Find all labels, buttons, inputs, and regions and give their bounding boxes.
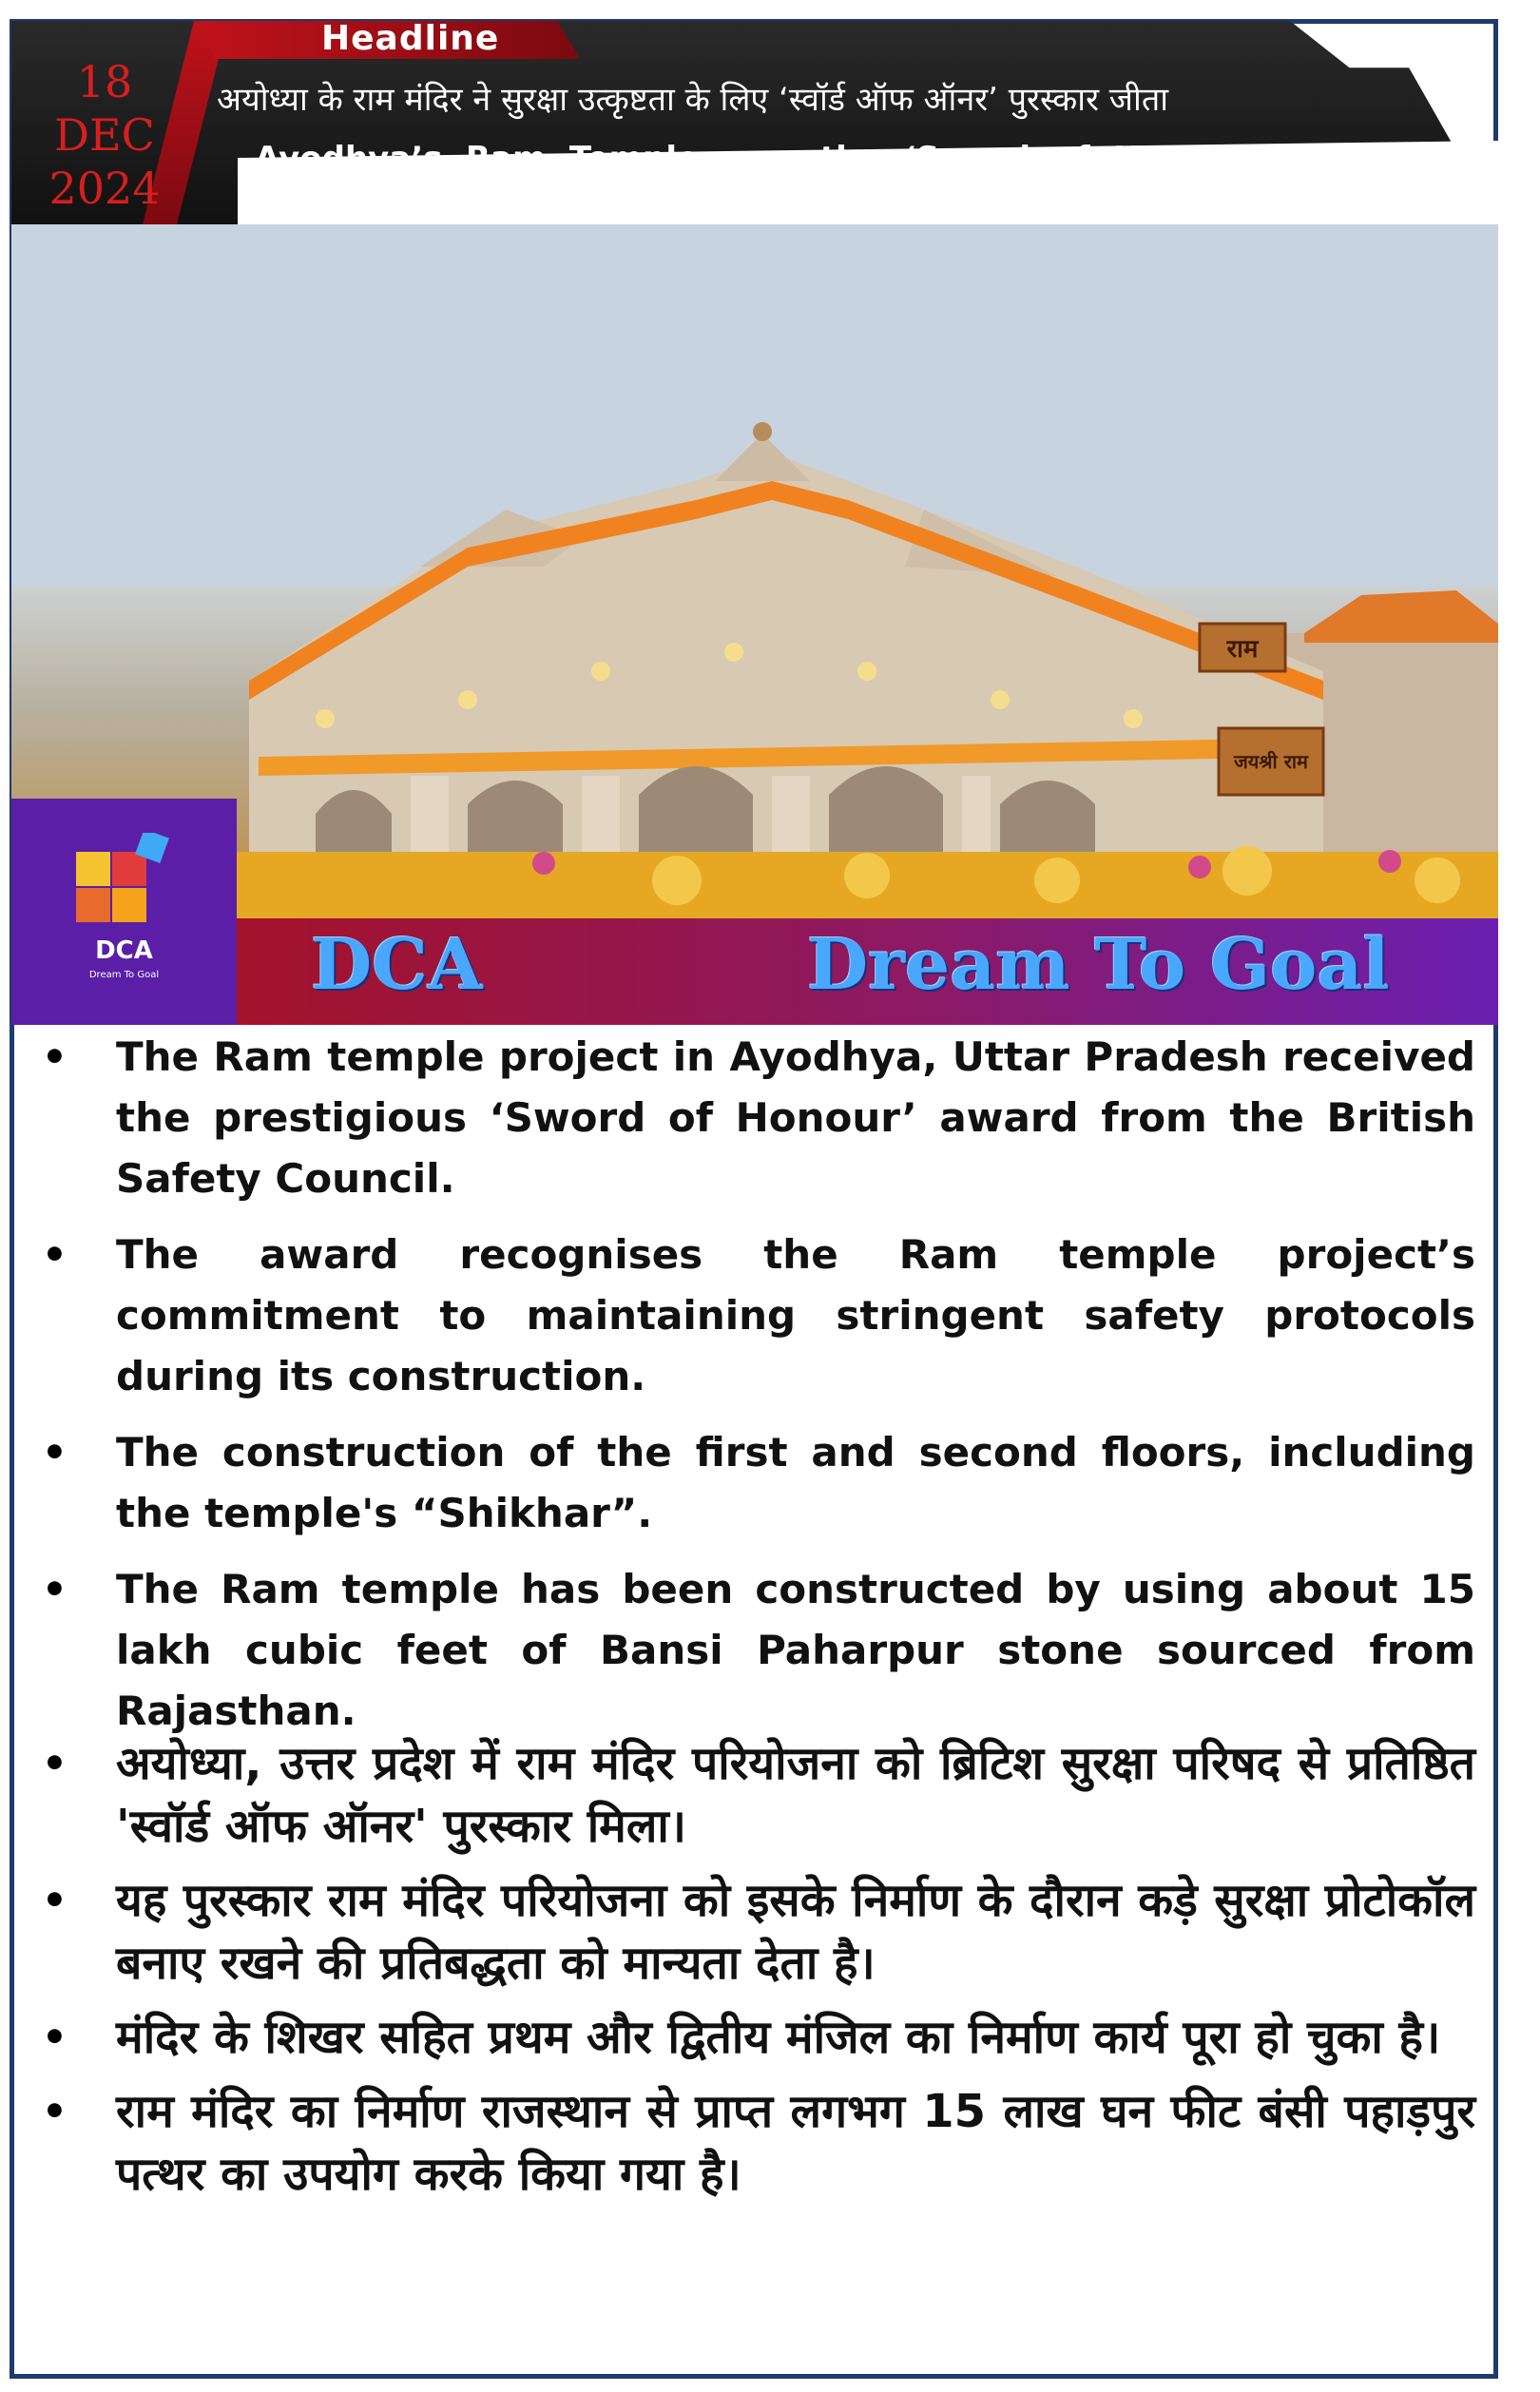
dca-logo (11, 799, 237, 1025)
brand-banner (237, 918, 1498, 1025)
english-bullet: • The construction of the first and second floors, including the temple's “Shikhar”. (38, 1422, 1475, 1544)
date-block (38, 55, 171, 215)
date-day: 18 (76, 56, 133, 107)
date-year: 2024 (48, 163, 161, 214)
bullet-dot: • (42, 1429, 67, 1476)
logo-text: DCA (95, 936, 153, 965)
puzzle-icon (70, 833, 175, 928)
english-bullet: • The Ram temple has been constructed by using about 15 lakh cubic feet of Bansi Paharpur stone sourced from Rajasthan. (38, 1559, 1475, 1742)
bullet-dot: • (42, 2088, 67, 2134)
english-bullet: • The award recognises the Ram temple project’s commitment to maintaining stringent safety protocols during its construction. (38, 1225, 1475, 1407)
banner-dca: DCA (311, 924, 483, 1006)
temple-sign-ram: राम (1226, 635, 1259, 664)
english-headline (255, 137, 1472, 224)
banner-slogan: Dream To Goal (807, 924, 1390, 1006)
bullet-dot: • (42, 1877, 67, 1923)
hindi-bullet: • राम मंदिर का निर्माण राजस्थान से प्राप्त लगभग 15 लाख घन फीट बंसी पहाड़पुर पत्थर का उपयोग करके किया गया है। (38, 2080, 1475, 2206)
date-month: DEC (54, 109, 155, 161)
bullet-dot: • (42, 1566, 67, 1612)
bullet-dot: • (42, 1740, 67, 1786)
english-bullet: • The Ram temple project in Ayodhya, Uttar Pradesh received the prestigious ‘Sword of Honour’ award from the British Safety Council. (38, 1027, 1475, 1209)
bullet-dot: • (42, 1033, 67, 1080)
hindi-bullet: • यह पुरस्कार राम मंदिर परियोजना को इसके निर्माण के दौरान कड़े सुरक्षा प्रोटोकॉल बनाए रखने की प्रतिबद्धता को मान्यता देता है। (38, 1869, 1475, 1995)
hindi-bullet: • अयोध्या, उत्तर प्रदेश में राम मंदिर परियोजना को ब्रिटिश सुरक्षा परिषद से प्रतिष्ठित 'स्वॉर्ड ऑफ ऑनर' पुरस्कार मिला। (38, 1732, 1475, 1858)
bullet-dot: • (42, 2014, 67, 2060)
english-headline-text: Ayodhya’s Ram Temple won the ‘Sword of Honour’ award for safety excellence (255, 140, 1472, 222)
hindi-bullet-list (38, 1732, 1475, 2217)
temple-sign-jai-shri-ram: जयश्री राम (1233, 750, 1309, 773)
logo-tagline: Dream To Goal (88, 970, 160, 980)
hindi-headline: अयोध्या के राम मंदिर ने सुरक्षा उत्कृष्टता के लिए ‘स्वॉर्ड ऑफ ऑनर’ पुरस्कार जीता (217, 81, 1169, 119)
headline-label: Headline (321, 19, 500, 58)
bullet-dot: • (42, 1231, 67, 1278)
english-bullet-list (38, 1027, 1475, 1757)
hindi-bullet: • मंदिर के शिखर सहित प्रथम और द्वितीय मंजिल का निर्माण कार्य पूरा हो चुका है। (38, 2006, 1475, 2069)
